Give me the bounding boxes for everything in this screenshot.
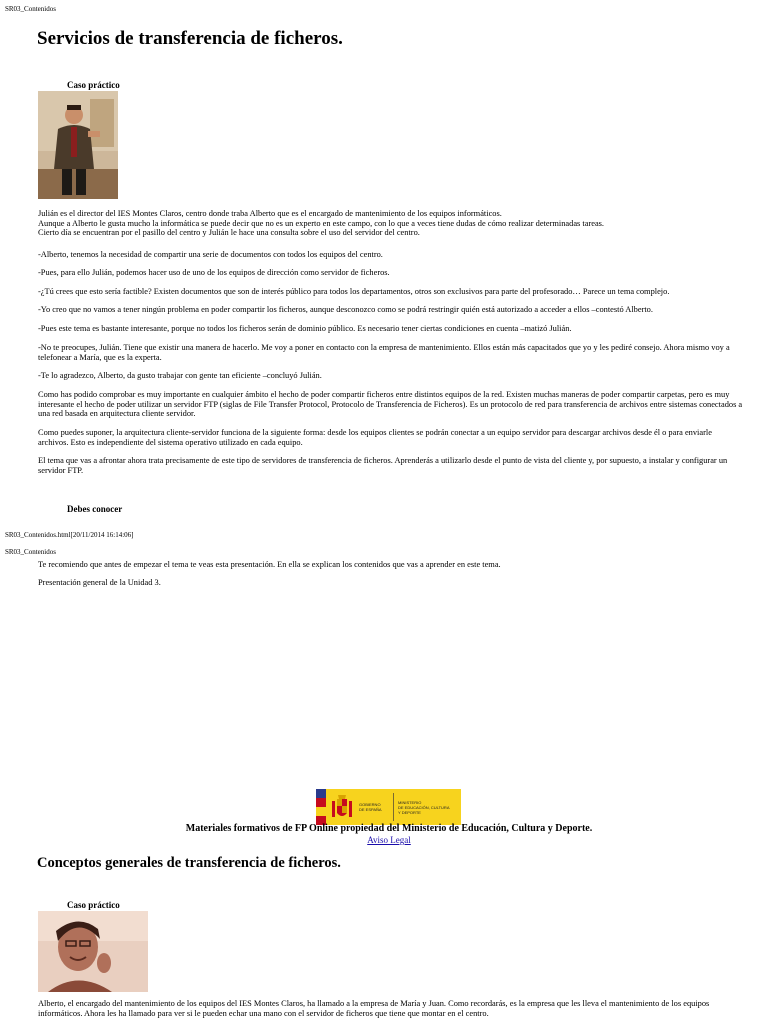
case-study-photo-alberto — [38, 911, 148, 992]
case-study-label: Caso práctico — [67, 900, 120, 910]
body-paragraph: Como puedes suponer, la arquitectura cliente-servidor funciona de la siguiente forma: desde los equipos clientes se podrán conectar a un equipo servidor para descargar archivos desde él o para enviarle archivos. Esto es independiente del sistema operativo utilizado en cada equipo. — [38, 428, 712, 447]
intro-line: Aunque a Alberto le gusta mucho la informática se puede decir que no es un experto en este campo, con lo que a veces tiene dudas de cómo realizar determinadas tareas. — [38, 218, 605, 228]
dialogue-line: -Alberto, tenemos la necesidad de compartir una serie de documentos con todos los equipos del centro. — [38, 250, 383, 259]
case-study-text: Alberto, el encargado del mantenimiento de los equipos del IES Montes Claros, ha llamado a la empresa de María y Juan. Como recordarás, es la empresa que les lleva el mantenimiento de los equipos informáticos. Ahora les ha llamado para ver si le pueden echar una mano con el servidor de ficheros que tiene que montar en el centro. — [38, 999, 710, 1018]
dialogue-line: -¿Tú crees que esto sería factible? Existen documentos que son de interés público para todos los departamentos, otros son exclusivos para parte del profesorado… Parece un tema complejo. — [38, 287, 670, 296]
presentation-link[interactable]: Presentación general de la Unidad 3. — [38, 578, 161, 587]
legal-notice-wrapper — [0, 835, 768, 846]
case-study-label: Caso práctico — [67, 80, 120, 90]
logo-divider — [393, 793, 394, 821]
section-title: Servicios de transferencia de ficheros. — [37, 28, 343, 49]
credits-text: Materiales formativos de FP Online propiedad del Ministerio de Educación, Cultura y Deporte. — [185, 823, 593, 834]
legal-notice-link[interactable]: Aviso Legal — [367, 835, 411, 845]
case-study-photo-man — [38, 91, 118, 199]
must-know-label: Debes conocer — [67, 504, 123, 514]
dialogue-line: -Pues este tema es bastante interesante, porque no todos los ficheros serán de dominio público. Es necesario tener ciertas condiciones en cuenta –matizó Julián. — [38, 324, 572, 333]
gov-text — [359, 802, 389, 812]
dialogue-line: -Pues, para ello Julián, podemos hacer uso de uno de los equipos de dirección como servidor de ficheros. — [38, 268, 390, 277]
ministry-line-2: DE EDUCACIÓN, CULTURA — [398, 804, 450, 810]
page-header-label: SR03_Contenidos — [5, 548, 56, 556]
recommend-text: Te recomiendo que antes de empezar el tema te veas esta presentación. En ella se explican los contenidos que vas a aprender en este tema. — [38, 560, 501, 569]
dialogue-line: -No te preocupes, Julián. Tiene que existir una manera de hacerlo. Me voy a poner en contacto con la empresa de mantenimiento. Ellos están más capacitados que yo y les pediré consejo. Ahora mismo voy a telefonear a María, que es la experta. — [38, 343, 730, 362]
body-paragraph: Como has podido comprobar es muy importante en cualquier ámbito el hecho de poder compartir ficheros entre distintos equipos de la red. Existen muchas maneras de poder compartir carpetas, pero es muy interesante el hecho de poder utilizar un servidor FTP (siglas de File Transfer Protocol, Protocolo de Transferencia de Ficheros). Es un protocolo de red para transferencia de archivos entre sistemas conectados a una red basada en arquitectura cliente servidor. — [38, 390, 743, 419]
intro-line: Julián es el director del IES Montes Claros, centro donde traba Alberto que es el encargado de mantenimiento de los equipos informáticos. — [38, 209, 502, 218]
ministry-line-1: MINISTERIO — [398, 799, 422, 805]
case-study-intro — [38, 209, 743, 238]
ministry-line-3: Y DEPORTE — [398, 809, 421, 815]
page-header-label: SR03_Contenidos — [5, 5, 56, 13]
gov-line-1: GOBIERNO — [359, 802, 381, 807]
ministry-text — [398, 800, 450, 815]
flag-icon — [316, 789, 326, 825]
section-title: Conceptos generales de transferencia de ficheros. — [37, 855, 341, 871]
dialogue-line: -Yo creo que no vamos a tener ningún problema en poder compartir los ficheros, aunque desconozco como se podrá restringir quién está autorizado a acceder a ellos –contestó Alberto. — [38, 305, 653, 314]
intro-line: Cierto día se encuentran por el pasillo del centro y Julián le hace una consulta sobre el uso del servidor del centro. — [38, 228, 420, 238]
ministry-logo — [316, 789, 461, 825]
dialogue-line: -Te lo agradezco, Alberto, da gusto trabajar con gente tan eficiente –concluyó Julián. — [38, 371, 322, 380]
coat-of-arms-icon — [331, 791, 353, 823]
body-paragraph: El tema que vas a afrontar ahora trata precisamente de este tipo de servidores de transferencia de ficheros. Aprenderás a utilizarlo desde el punto de vista del cliente y, por supuesto, a instalar y configurar un servidor FTP. — [38, 456, 728, 475]
file-stamp: SR03_Contenidos.html[20/11/2014 16:14:06] — [5, 531, 134, 539]
gov-line-2: DE ESPAÑA — [359, 807, 382, 812]
